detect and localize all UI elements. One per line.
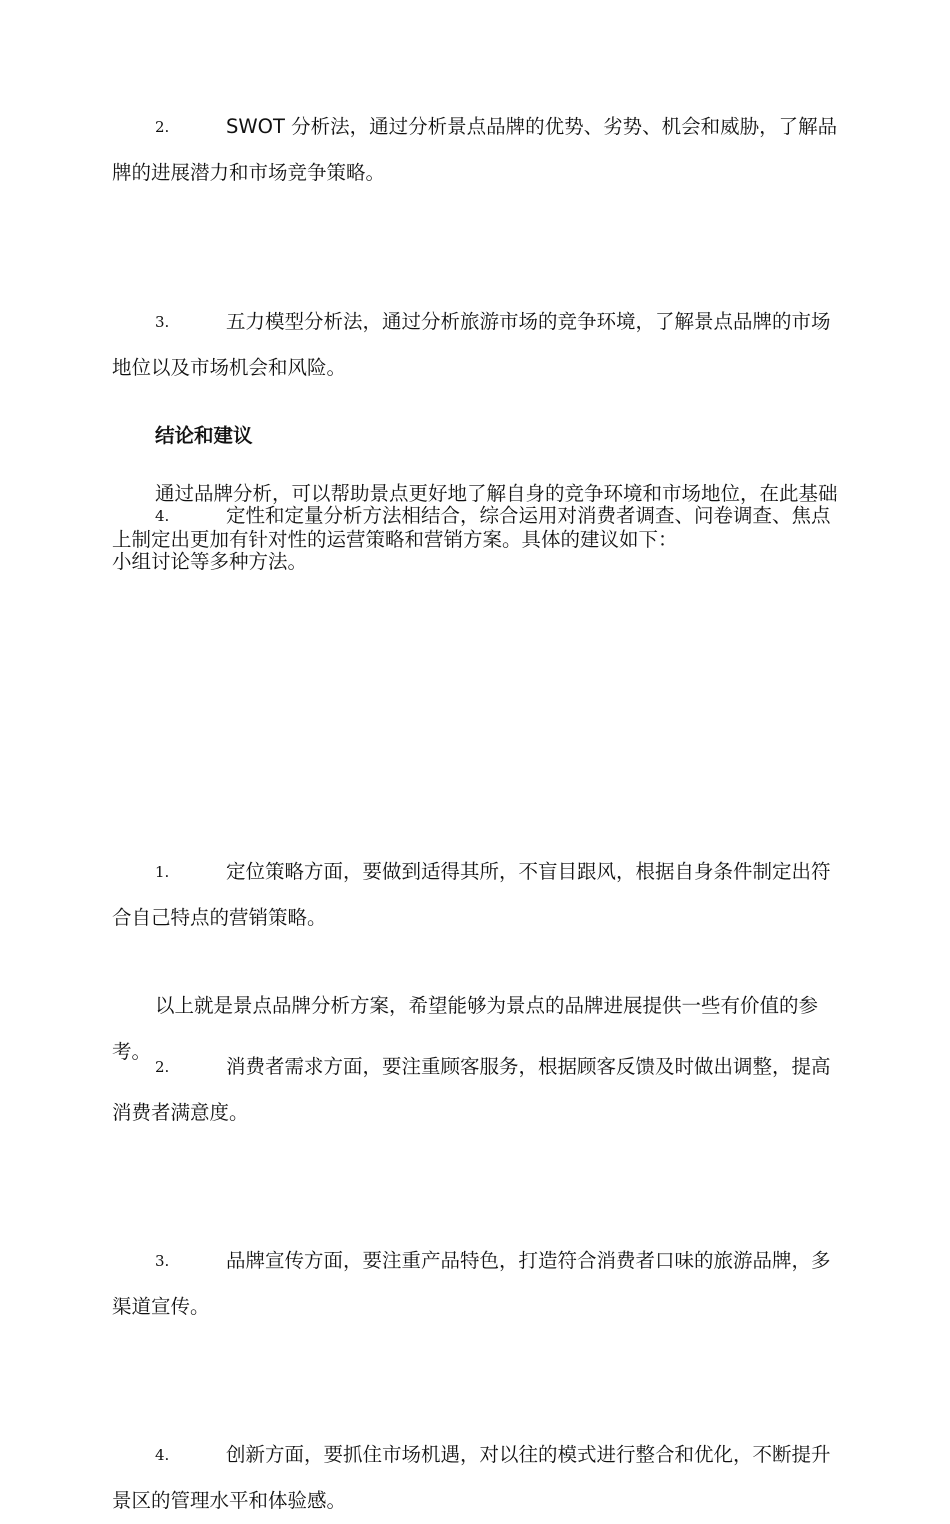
list-text: SWOT 分析法，通过分析景点品牌的优势、劣势、机会和威胁，了解品牌的进展潜力和市场竞争策略。 xyxy=(112,115,838,184)
list-item xyxy=(112,1238,842,1330)
section-heading: 结论和建议 xyxy=(155,424,253,447)
list-item xyxy=(112,299,842,391)
list-number: 2. xyxy=(155,1058,170,1076)
list-text: 五力模型分析法，通过分析旅游市场的竞争环境，了解景点品牌的市场地位以及市场机会和风险。 xyxy=(112,310,831,379)
list-item xyxy=(112,849,842,941)
list-number: 4. xyxy=(155,507,170,525)
list-text: 创新方面，要抓住市场机遇，对以往的模式进行整合和优化，不断提升景区的管理水平和体验感。 xyxy=(112,1443,831,1512)
intro-paragraph: 通过品牌分析，可以帮助景点更好地了解自身的竞争环境和市场地位，在此基础上制定出更加有针对性的运营策略和营销方案。具体的建议如下： xyxy=(112,482,838,551)
closing-paragraph-block xyxy=(112,983,842,1075)
list-number: 2. xyxy=(155,118,170,136)
list-number: 1. xyxy=(155,863,170,881)
list-text: 定性和定量分析方法相结合，综合运用对消费者调查、问卷调查、焦点小组讨论等多种方法。 xyxy=(112,504,831,573)
list-item xyxy=(112,1432,842,1524)
list-number: 4. xyxy=(155,1446,170,1464)
list-number: 3. xyxy=(155,313,170,331)
list-text: 消费者需求方面，要注重顾客服务，根据顾客反馈及时做出调整，提高消费者满意度。 xyxy=(112,1055,831,1124)
list-text: 品牌宣传方面，要注重产品特色，打造符合消费者口味的旅游品牌，多渠道宣传。 xyxy=(112,1249,831,1318)
section-heading-block xyxy=(112,413,842,459)
list-number: 3. xyxy=(155,1252,170,1270)
closing-paragraph: 以上就是景点品牌分析方案，希望能够为景点的品牌进展提供一些有价值的参考。 xyxy=(112,994,819,1063)
list-item xyxy=(112,104,842,196)
intro-paragraph-block xyxy=(112,471,842,563)
list-text: 定位策略方面，要做到适得其所，不盲目跟风，根据自身条件制定出符合自己特点的营销策略。 xyxy=(112,860,831,929)
